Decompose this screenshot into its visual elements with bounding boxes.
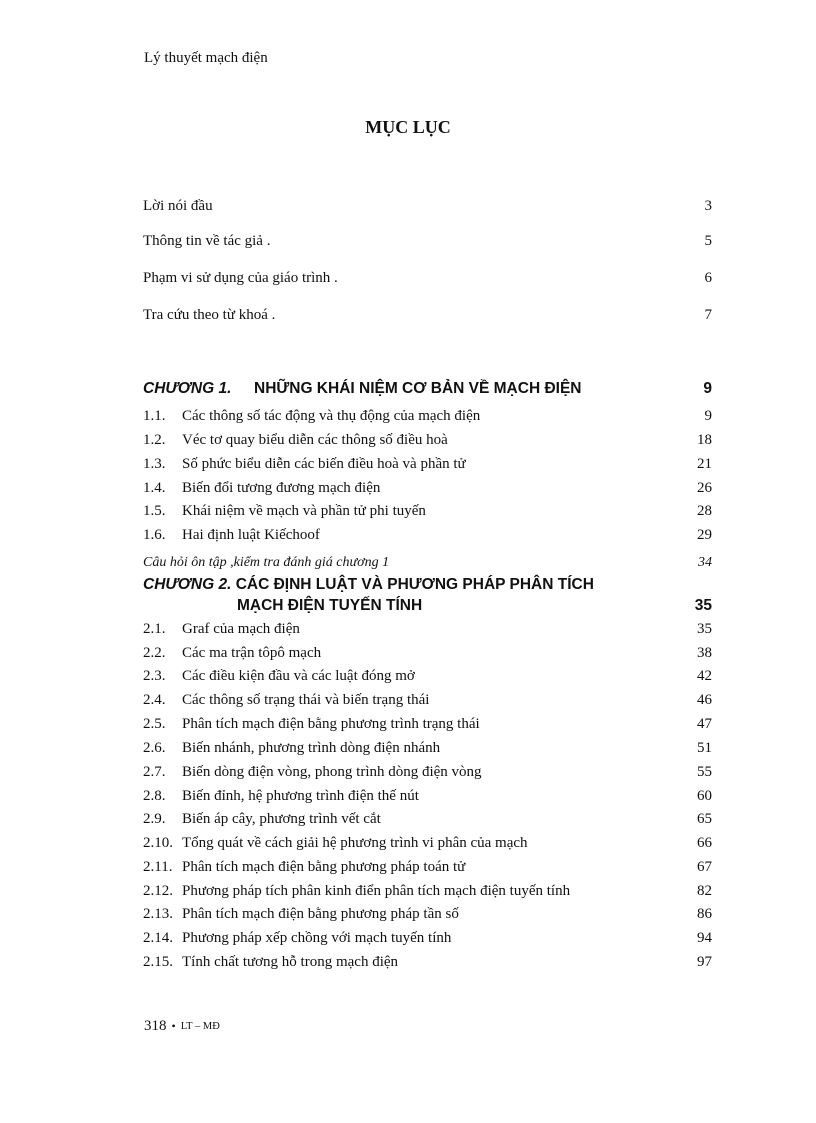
section-number: 2.1.: [143, 621, 166, 637]
chapter-page: 35: [694, 597, 712, 614]
toc-section-2-5[interactable]: [143, 716, 712, 733]
section-number: 2.7.: [143, 764, 166, 780]
section-page: 42: [697, 668, 712, 684]
section-page: 82: [697, 883, 712, 899]
toc-section-2-1[interactable]: [143, 621, 712, 638]
section-number: 2.8.: [143, 788, 166, 804]
bullet-icon: •: [171, 1019, 176, 1033]
running-head: Lý thuyết mạch điện: [144, 50, 268, 66]
toc-section-1-4[interactable]: [143, 480, 712, 497]
section-title: Véc tơ quay biểu diễn các thông số điều hoà: [182, 432, 448, 448]
section-number: 2.3.: [143, 668, 166, 684]
toc-entry-title: Thông tin về tác giả .: [143, 233, 271, 249]
section-number: 1.3.: [143, 456, 166, 472]
page-footer: [144, 1018, 220, 1035]
section-title: Khái niệm về mạch và phần tử phi tuyến: [182, 503, 426, 519]
section-title: Biến đỉnh, hệ phương trình điện thế nút: [182, 788, 419, 804]
toc-section-2-3[interactable]: [143, 668, 712, 685]
chapter-2-heading[interactable]: [143, 576, 712, 594]
section-title: Các điều kiện đầu và các luật đóng mở: [182, 668, 415, 684]
footer-page-number: 318: [144, 1018, 167, 1034]
section-page: 94: [697, 930, 712, 946]
chapter-page: 9: [703, 380, 712, 397]
toc-entry-page: 6: [704, 270, 712, 286]
section-page: 9: [704, 408, 712, 424]
toc-section-1-2[interactable]: [143, 432, 712, 449]
section-number: 2.12.: [143, 883, 173, 899]
section-page: 29: [697, 527, 712, 543]
toc-entry-title: Phạm vi sử dụng của giáo trình .: [143, 270, 338, 286]
section-page: 97: [697, 954, 712, 970]
section-page: 66: [697, 835, 712, 851]
toc-section-2-13[interactable]: [143, 906, 712, 923]
toc-review-chapter-1[interactable]: [143, 555, 712, 571]
section-page: 21: [697, 456, 712, 472]
chapter-title: NHỮNG KHÁI NIỆM CƠ BẢN VỀ MẠCH ĐIỆN: [254, 380, 582, 397]
toc-section-2-8[interactable]: [143, 788, 712, 805]
toc-section-2-10[interactable]: [143, 835, 712, 852]
toc-entry-front[interactable]: [143, 270, 712, 287]
toc-section-1-6[interactable]: [143, 527, 712, 544]
toc-entry-page: 7: [704, 307, 712, 323]
section-title: Phương pháp tích phân kinh điển phân tích mạch điện tuyến tính: [182, 883, 571, 899]
section-page: 35: [697, 621, 712, 637]
toc-section-2-9[interactable]: [143, 811, 712, 828]
section-title: Graf của mạch điện: [182, 621, 300, 637]
section-number: 2.13.: [143, 906, 173, 922]
chapter-2-heading-line-2[interactable]: [143, 597, 712, 615]
section-number: 2.6.: [143, 740, 166, 756]
chapter-title-line-2: MẠCH ĐIỆN TUYẾN TÍNH: [237, 597, 423, 614]
section-title: Phân tích mạch điện bằng phương pháp toán tử: [182, 859, 466, 875]
toc-section-2-6[interactable]: [143, 740, 712, 757]
section-page: 65: [697, 811, 712, 827]
toc-section-1-3[interactable]: [143, 456, 712, 473]
section-page: 60: [697, 788, 712, 804]
section-title: Tính chất tương hỗ trong mạch điện: [182, 954, 399, 970]
section-title: Biến nhánh, phương trình dòng điện nhánh: [182, 740, 441, 756]
toc-entry-page: 3: [704, 198, 712, 214]
section-title: Phân tích mạch điện bằng phương trình trạng thái: [182, 716, 480, 732]
section-number: 2.10.: [143, 835, 173, 851]
toc-section-2-12[interactable]: [143, 883, 712, 900]
toc-section-2-4[interactable]: [143, 692, 712, 709]
section-number: 1.2.: [143, 432, 166, 448]
section-title: Các thông số tác động và thụ động của mạch điện: [182, 408, 481, 424]
chapter-label: CHƯƠNG 2.: [143, 576, 232, 593]
section-number: 2.14.: [143, 930, 173, 946]
footer-label: LT – MĐ: [180, 1021, 220, 1032]
toc-section-2-11[interactable]: [143, 859, 712, 876]
section-page: 86: [697, 906, 712, 922]
section-page: 26: [697, 480, 712, 496]
section-number: 2.15.: [143, 954, 173, 970]
section-title: Phân tích mạch điện bằng phương pháp tần số: [182, 906, 459, 922]
toc-section-2-2[interactable]: [143, 645, 712, 662]
toc-section-1-5[interactable]: [143, 503, 712, 520]
section-number: 2.5.: [143, 716, 166, 732]
toc-entry-page: 5: [704, 233, 712, 249]
toc-section-2-15[interactable]: [143, 954, 712, 971]
section-title: Hai định luật Kiếchoof: [182, 527, 320, 543]
chapter-title-line-1: CÁC ĐỊNH LUẬT VÀ PHƯƠNG PHÁP PHÂN TÍCH: [235, 576, 594, 593]
toc-section-2-14[interactable]: [143, 930, 712, 947]
section-title: Phương pháp xếp chồng với mạch tuyến tính: [182, 930, 452, 946]
toc-section-2-7[interactable]: [143, 764, 712, 781]
section-number: 2.4.: [143, 692, 166, 708]
section-number: 1.6.: [143, 527, 166, 543]
section-number: 2.2.: [143, 645, 166, 661]
toc-entry-front[interactable]: [143, 198, 712, 215]
toc-title: MỤC LỤC: [365, 117, 451, 137]
section-title: Biến đổi tương đương mạch điện: [182, 480, 381, 496]
toc-entry-title: Tra cứu theo từ khoá .: [143, 307, 276, 323]
review-title: Câu hỏi ôn tập ,kiểm tra đánh giá chương 1: [143, 555, 390, 570]
toc-entry-front[interactable]: [143, 307, 712, 324]
section-title: Biến áp cây, phương trình vết cắt: [182, 811, 381, 827]
section-title: Biến dòng điện vòng, phong trình dòng điện vòng: [182, 764, 482, 780]
section-number: 2.9.: [143, 811, 166, 827]
section-number: 2.11.: [143, 859, 173, 875]
section-page: 46: [697, 692, 712, 708]
section-title: Tổng quát về cách giải hệ phương trình vi phân của mạch: [182, 835, 528, 851]
toc-section-1-1[interactable]: [143, 408, 712, 425]
review-page: 34: [698, 555, 712, 570]
section-page: 47: [697, 716, 712, 732]
section-title: Các ma trận tôpô mạch: [182, 645, 322, 661]
toc-entry-front[interactable]: [143, 233, 712, 250]
section-number: 1.5.: [143, 503, 166, 519]
section-number: 1.1.: [143, 408, 166, 424]
section-page: 18: [697, 432, 712, 448]
chapter-1-heading[interactable]: [143, 380, 712, 398]
section-page: 28: [697, 503, 712, 519]
section-page: 38: [697, 645, 712, 661]
chapter-label: CHƯƠNG 1.: [143, 380, 232, 397]
section-title: Số phức biểu diễn các biến điều hoà và phần tử: [182, 456, 466, 472]
section-page: 55: [697, 764, 712, 780]
section-number: 1.4.: [143, 480, 166, 496]
section-page: 51: [697, 740, 712, 756]
section-page: 67: [697, 859, 712, 875]
toc-entry-title: Lời nói đầu: [143, 198, 213, 214]
section-title: Các thông số trạng thái và biến trạng thái: [182, 692, 430, 708]
